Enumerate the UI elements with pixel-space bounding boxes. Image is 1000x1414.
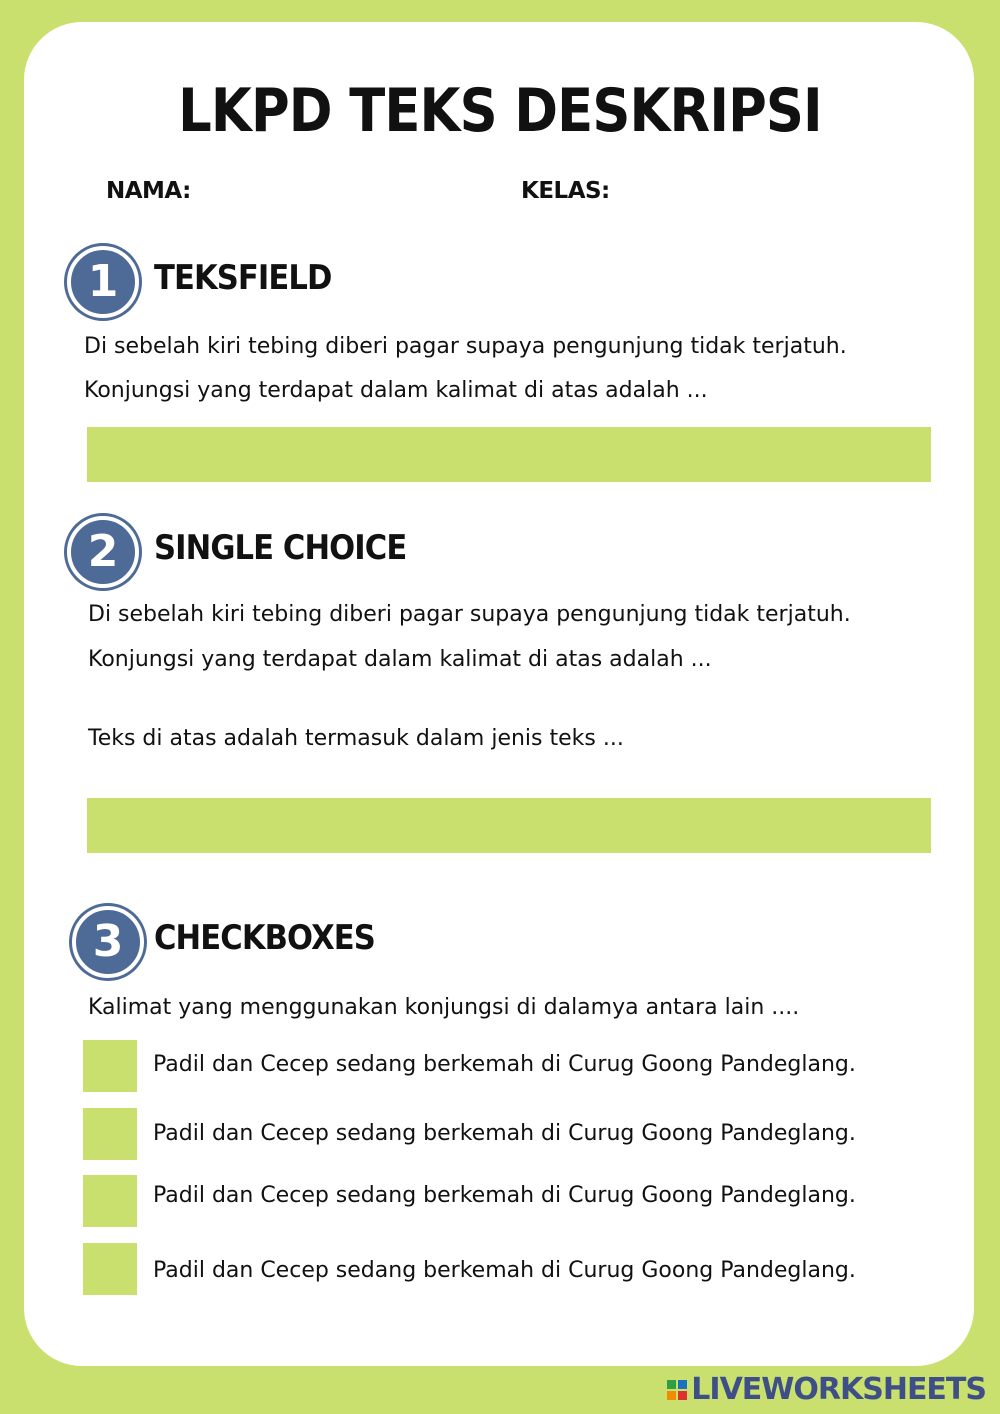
option-1-checkbox[interactable] bbox=[83, 1040, 137, 1092]
section-3-question: Kalimat yang menggunakan konjungsi di dalamya antara lain .... bbox=[88, 995, 800, 1020]
section-1-title: TEKSFIELD bbox=[154, 258, 332, 298]
section-3-title: CHECKBOXES bbox=[154, 918, 375, 958]
liveworksheets-mark-icon bbox=[667, 1380, 687, 1400]
option-2-checkbox[interactable] bbox=[83, 1108, 137, 1160]
section-2-title: SINGLE CHOICE bbox=[154, 528, 407, 568]
name-label: NAMA: bbox=[106, 178, 191, 204]
option-4-checkbox[interactable] bbox=[83, 1243, 137, 1295]
section-1-text-line-1: Di sebelah kiri tebing diberi pagar supaya pengunjung tidak terjatuh. bbox=[84, 334, 847, 359]
section-2-number: 2 bbox=[67, 516, 139, 588]
section-2-text-line-1: Di sebelah kiri tebing diberi pagar supaya pengunjung tidak terjatuh. bbox=[88, 602, 851, 627]
brand-name: LIVEWORKSHEETS bbox=[691, 1372, 986, 1407]
section-2-answer-dropdown[interactable] bbox=[87, 798, 931, 853]
section-3-number: 3 bbox=[72, 906, 144, 978]
page-title: LKPD TEKS DESKRIPSI bbox=[178, 76, 822, 146]
section-2-text-line-3: Teks di atas adalah termasuk dalam jenis teks ... bbox=[88, 726, 624, 751]
option-4-label: Padil dan Cecep sedang berkemah di Curug Goong Pandeglang. bbox=[153, 1258, 856, 1283]
section-1-number: 1 bbox=[67, 246, 139, 318]
class-label: KELAS: bbox=[521, 178, 610, 204]
option-2-label: Padil dan Cecep sedang berkemah di Curug Goong Pandeglang. bbox=[153, 1121, 856, 1146]
liveworksheets-logo bbox=[667, 1372, 986, 1407]
section-1-answer-field[interactable] bbox=[87, 427, 931, 482]
worksheet-card bbox=[24, 22, 974, 1366]
option-1-label: Padil dan Cecep sedang berkemah di Curug Goong Pandeglang. bbox=[153, 1052, 856, 1077]
section-1-text-line-2: Konjungsi yang terdapat dalam kalimat di atas adalah ... bbox=[84, 378, 708, 403]
option-3-checkbox[interactable] bbox=[83, 1175, 137, 1227]
section-2-text-line-2: Konjungsi yang terdapat dalam kalimat di atas adalah ... bbox=[88, 647, 712, 672]
option-3-label: Padil dan Cecep sedang berkemah di Curug Goong Pandeglang. bbox=[153, 1183, 856, 1208]
